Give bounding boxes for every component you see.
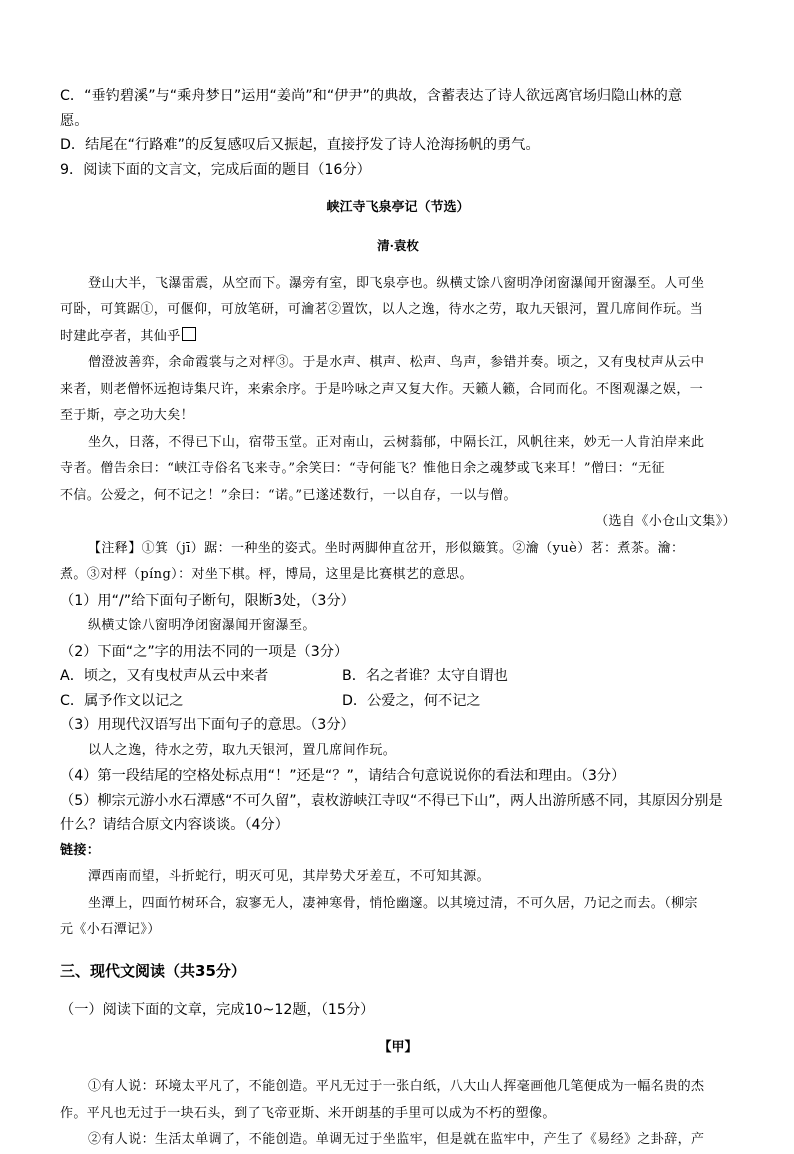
subquestion-2-options-row2	[60, 689, 736, 714]
link-line2: 坐潭上，四面竹树环合，寂寥无人，凄神寒骨，悄怆幽邃。以其境过清，不可久居，乃记之而去。（柳宗	[88, 895, 698, 911]
reading-jia-label: 【甲】	[378, 1040, 418, 1055]
subquestion-5-line1: （5）柳宗元游小水石潭感“不可久留”，袁枚游峡江寺叹“不得已下山”，两人出游所感不同，其原因分别是	[60, 792, 723, 809]
passage-p1-line1: 登山大半，飞瀑雷震，从空而下。瀑旁有室，即飞泉亭也。纵横丈馀八窗明净闭窗瀑闻开窗瀑至。人可坐	[88, 275, 705, 291]
passage-source: （选自《小仓山文集》）	[595, 514, 736, 529]
blank-punctuation-box	[182, 327, 196, 341]
passage-author: 清·袁枚	[377, 238, 419, 253]
subquestion-1-text: 纵横丈馀八窗明净闭窗瀑闻开窗瀑至。	[88, 618, 316, 633]
section-3-sub: （一）阅读下面的文章，完成10~12题，（15分）	[60, 1001, 375, 1018]
subquestion-2-options-row1	[60, 664, 736, 689]
option-c: C．属予作文以记之	[60, 692, 184, 709]
passage-p1-line3-text: 时建此亭者，其仙乎	[60, 328, 181, 344]
subquestion-2: （2）下面“之”字的用法不同的一项是（3分）	[60, 643, 349, 660]
q8-option-c-line1: C．“垂钓碧溪”与“乘舟梦日”运用“姜尚”和“伊尹”的典故，含蓄表达了诗人欲远离官场归隐山林的意	[60, 88, 683, 104]
passage-p3-line3: 不信。公爱之，何不记之！”余曰：“诺。”已遂述数行，一以自存，一以与僧。	[60, 487, 517, 503]
link-label: 链接：	[60, 842, 101, 858]
q8-option-c-line2: 愿。	[60, 112, 89, 129]
option-a: A．顷之，又有曳杖声从云中来者	[60, 668, 269, 684]
exam-page	[60, 84, 736, 1154]
passage-p1-line3	[60, 324, 736, 351]
subquestion-5-line2: 什么？请结合原文内容谈谈。（4分）	[60, 817, 289, 833]
link-line1: 潭西南而望，斗折蛇行，明灭可见，其岸势犬牙差互，不可知其源。	[88, 869, 491, 884]
option-d: D．公爱之，何不记之	[342, 692, 481, 709]
subquestion-3-text: 以人之逸，待水之劳，取九天银河，置几席间作玩。	[88, 742, 397, 758]
passage-p2-line1: 僧澄波善弈，余命霞裳与之对枰③。于是水声、棋声、松声、鸟声，参错并奏。顷之，又有曳杖声从云中	[88, 355, 705, 370]
option-b: B．名之者谁？太守自谓也	[342, 668, 508, 684]
passage-title: 峡江寺飞泉亭记（节选）	[326, 200, 470, 215]
subquestion-3: （3）用现代汉语写出下面句子的意思。（3分）	[60, 717, 355, 733]
q8-option-d: D．结尾在“行路难”的反复感叹后又振起，直接抒发了诗人沧海扬帆的勇气。	[60, 137, 540, 153]
passage-p3-line1: 坐久，日落，不得已下山，宿带玉堂。正对南山，云树蓊郁，中隔长江，风帆往来，妙无一人肯泊岸来此	[88, 434, 705, 450]
notes-line2: 煮。③对枰（píng）：对坐下棋。枰，博局，这里是比赛棋艺的意思。	[60, 567, 473, 582]
subquestion-4: （4）第一段结尾的空格处标点用“！”还是“？”，请结合句意说说你的看法和理由。（3分）	[60, 768, 626, 784]
subquestion-1: （1）用“/”给下面句子断句，限断3处，（3分）	[60, 592, 355, 609]
passage-p2-line3: 至于斯，亭之功大矣！	[60, 408, 195, 423]
link-line3: 元《小石潭记》）	[60, 922, 161, 937]
reading-p2-line1: ②有人说：生活太单调了，不能创造。单调无过于坐监牢，但是就在监牢中，产生了《易经》之卦辞，产	[88, 1132, 705, 1147]
reading-p1-line1: ①有人说：环境太平凡了，不能创造。平凡无过于一张白纸，八大山人挥毫画他几笔便成为一幅名贵的杰	[88, 1079, 705, 1094]
section-3-heading: 三、现代文阅读（共35分）	[60, 961, 246, 980]
reading-p1-line2: 作。平凡也无过于一块石头，到了飞帝亚斯、米开朗基的手里可以成为不朽的塑像。	[60, 1105, 556, 1121]
passage-p3-line2: 寺者。僧告余曰：“峡江寺俗名飞来寺。”余笑曰：“寺何能飞？惟他日余之魂梦或飞来耳！”僧曰：“无征	[60, 461, 665, 476]
q9-stem: 9．阅读下面的文言文，完成后面的题目（16分）	[60, 161, 371, 178]
passage-p1-line2: 可卧，可箕踞①，可偃仰，可放笔研，可瀹茗②置饮，以人之逸，待水之劳，取九天银河，置几席间作玩。当	[60, 302, 704, 317]
passage-p2-line2: 来者，则老僧怀远抱诗集尺许，来索余序。于是吟咏之声又复大作。天籁人籁，合同而化。不图观瀑之娱，一	[60, 381, 704, 397]
notes-line1: 【注释】①箕（jī）踞：一种坐的姿式。坐时两脚伸直岔开，形似簸箕。②瀹（yuè）茗：煮茶。瀹：	[88, 540, 685, 556]
